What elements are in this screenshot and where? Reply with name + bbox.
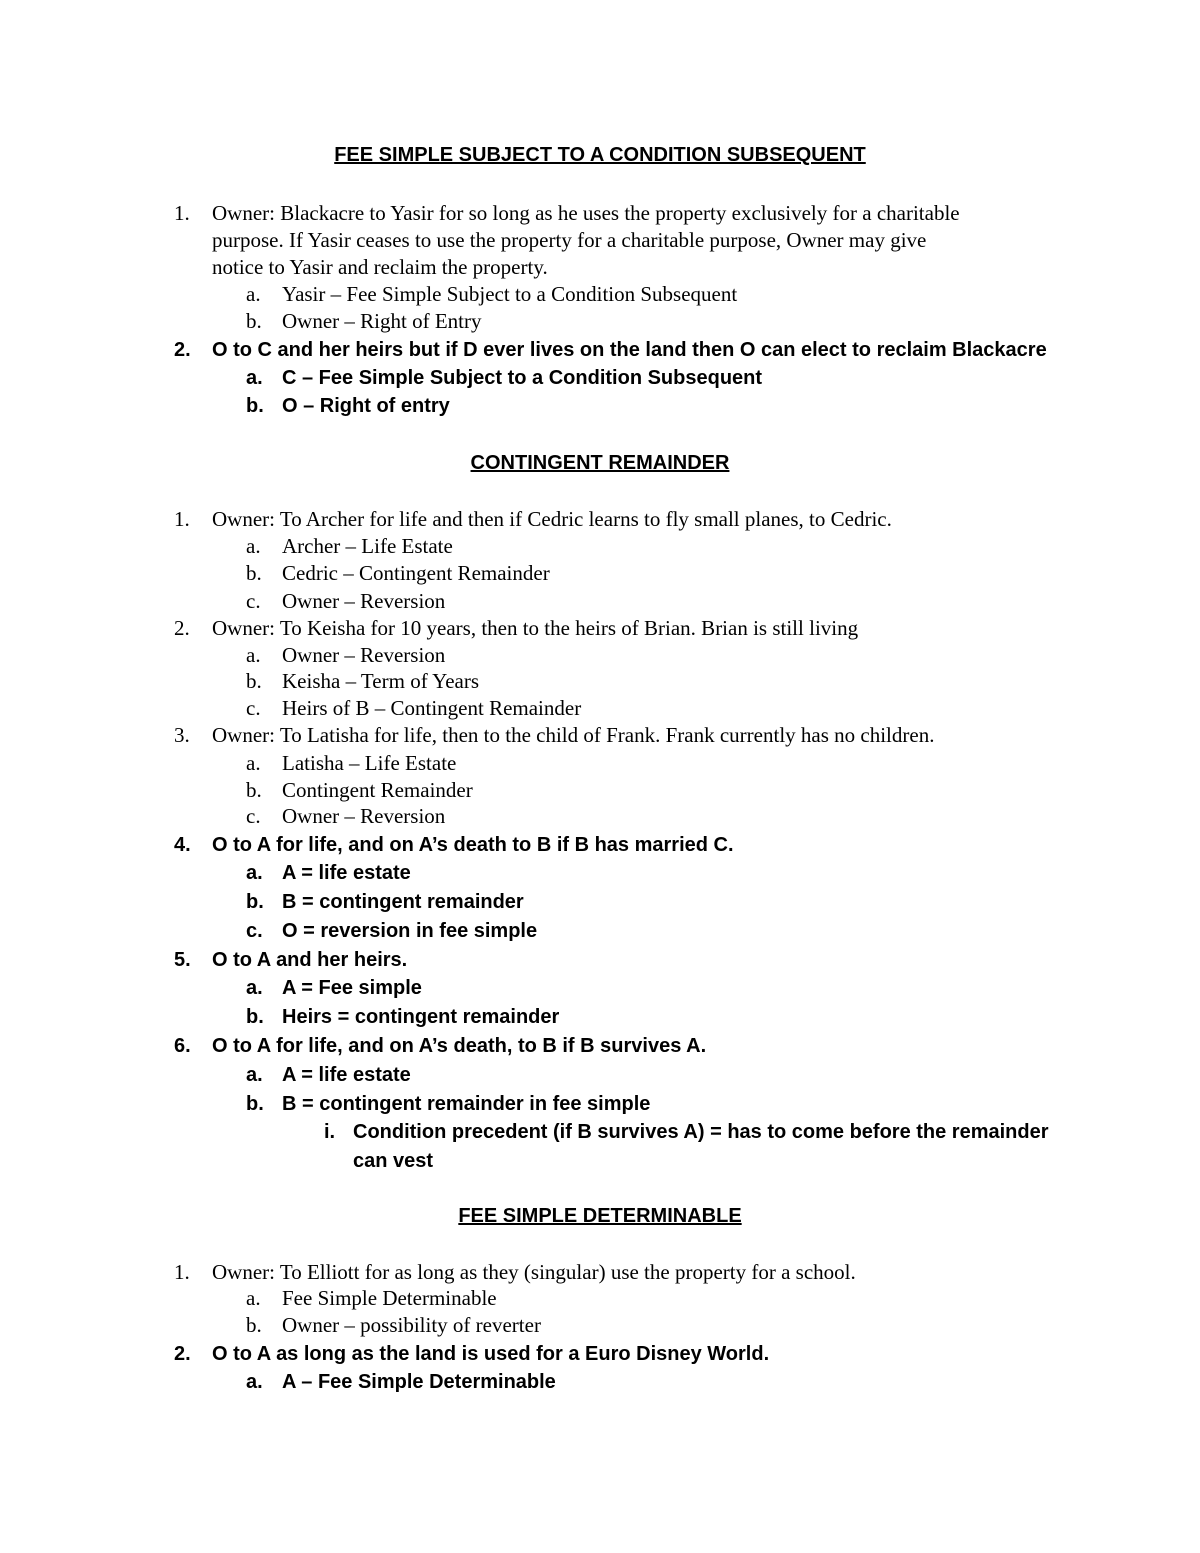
- sub-letter: a.: [246, 1286, 261, 1310]
- sub-item-text: A = Fee simple: [282, 977, 422, 999]
- sub-item-text: B = contingent remainder in fee simple: [282, 1093, 651, 1115]
- list-number: 1.: [174, 201, 190, 225]
- sub-item-text: Cedric – Contingent Remainder: [282, 561, 550, 585]
- list-item-text: O to A as long as the land is used for a Euro Disney World.: [212, 1343, 770, 1365]
- list-item-text: O to C and her heirs but if D ever lives on the land then O can elect to reclaim Blackacre: [212, 339, 1047, 361]
- list-number: 4.: [174, 834, 191, 856]
- sub-item-text: Keisha – Term of Years: [282, 669, 480, 693]
- list-item-text: O to A for life, and on A’s death, to B if B survives A.: [212, 1035, 707, 1057]
- section-heading-cr: CONTINGENT REMAINDER: [470, 452, 730, 474]
- sub-letter: b.: [246, 891, 264, 913]
- list-number: 3.: [174, 723, 190, 747]
- sub-letter: a.: [246, 643, 261, 667]
- sub-item-text: Yasir – Fee Simple Subject to a Condition Subsequent: [282, 282, 738, 306]
- sub-item-text: Heirs of B – Contingent Remainder: [282, 696, 582, 720]
- sub-letter: c.: [246, 920, 263, 942]
- sub-item-text: A = life estate: [282, 1064, 411, 1086]
- list-number: 1.: [174, 1260, 190, 1284]
- sub-item-text: B = contingent remainder: [282, 891, 524, 913]
- list-item-text: Owner: Blackacre to Yasir for so long as he uses the property exclusively for a charitable: [212, 201, 960, 225]
- sub-letter: b.: [246, 778, 262, 802]
- sub-item-text: C – Fee Simple Subject to a Condition Subsequent: [282, 367, 763, 389]
- sub-letter: b.: [246, 561, 262, 585]
- sub-item-text: Heirs = contingent remainder: [282, 1006, 560, 1028]
- sub-item-text: A = life estate: [282, 862, 411, 884]
- sub-letter: c.: [246, 696, 261, 720]
- sub-letter: c.: [246, 589, 261, 613]
- sub-item-text: Contingent Remainder: [282, 778, 473, 802]
- sub-letter: a.: [246, 1064, 263, 1086]
- list-item-text: notice to Yasir and reclaim the property.: [212, 255, 548, 279]
- sub-letter: b.: [246, 395, 264, 417]
- sub-letter: a.: [246, 977, 263, 999]
- list-item-text: O to A for life, and on A’s death to B if B has married C.: [212, 834, 734, 856]
- sub-letter: b.: [246, 309, 262, 333]
- sub-sub-item-text: Condition precedent (if B survives A) = has to come before the remainder: [353, 1121, 1049, 1143]
- sub-letter: a.: [246, 282, 261, 306]
- sub-item-text: Archer – Life Estate: [282, 534, 453, 558]
- list-number: 2.: [174, 1343, 191, 1365]
- list-item-text: Owner: To Latisha for life, then to the child of Frank. Frank currently has no children.: [212, 723, 935, 747]
- sub-item-text: Latisha – Life Estate: [282, 751, 457, 775]
- sub-letter: b.: [246, 669, 262, 693]
- sub-letter: c.: [246, 804, 261, 828]
- sub-item-text: Owner – Right of Entry: [282, 309, 482, 333]
- list-item-text: Owner: To Archer for life and then if Cedric learns to fly small planes, to Cedric.: [212, 507, 892, 531]
- sub-letter: a.: [246, 367, 263, 389]
- list-number: 2.: [174, 616, 190, 640]
- sub-item-text: Owner – Reversion: [282, 589, 446, 613]
- sub-letter: a.: [246, 534, 261, 558]
- sub-letter: a.: [246, 862, 263, 884]
- sub-letter: a.: [246, 1371, 263, 1393]
- sub-sub-item-text: can vest: [353, 1150, 434, 1172]
- roman-numeral: i.: [324, 1121, 336, 1143]
- list-number: 6.: [174, 1035, 191, 1057]
- sub-item-text: Owner – Reversion: [282, 643, 446, 667]
- list-number: 5.: [174, 949, 191, 971]
- list-item-text: O to A and her heirs.: [212, 949, 408, 971]
- list-item-text: Owner: To Keisha for 10 years, then to the heirs of Brian. Brian is still living: [212, 616, 859, 640]
- list-item-text: Owner: To Elliott for as long as they (singular) use the property for a school.: [212, 1260, 856, 1284]
- section-heading-fsscs: FEE SIMPLE SUBJECT TO A CONDITION SUBSEQUENT: [334, 144, 866, 166]
- sub-letter: b.: [246, 1313, 262, 1337]
- sub-item-text: Owner – possibility of reverter: [282, 1313, 541, 1337]
- sub-item-text: Fee Simple Determinable: [282, 1286, 497, 1310]
- sub-item-text: O = reversion in fee simple: [282, 920, 538, 942]
- sub-item-text: O – Right of entry: [282, 395, 450, 417]
- section-heading-fsd: FEE SIMPLE DETERMINABLE: [458, 1205, 742, 1227]
- list-number: 2.: [174, 339, 191, 361]
- list-item-text: purpose. If Yasir ceases to use the property for a charitable purpose, Owner may give: [212, 228, 927, 252]
- sub-item-text: A – Fee Simple Determinable: [282, 1371, 556, 1393]
- sub-letter: a.: [246, 751, 261, 775]
- sub-letter: b.: [246, 1093, 264, 1115]
- sub-letter: b.: [246, 1006, 264, 1028]
- list-number: 1.: [174, 507, 190, 531]
- sub-item-text: Owner – Reversion: [282, 804, 446, 828]
